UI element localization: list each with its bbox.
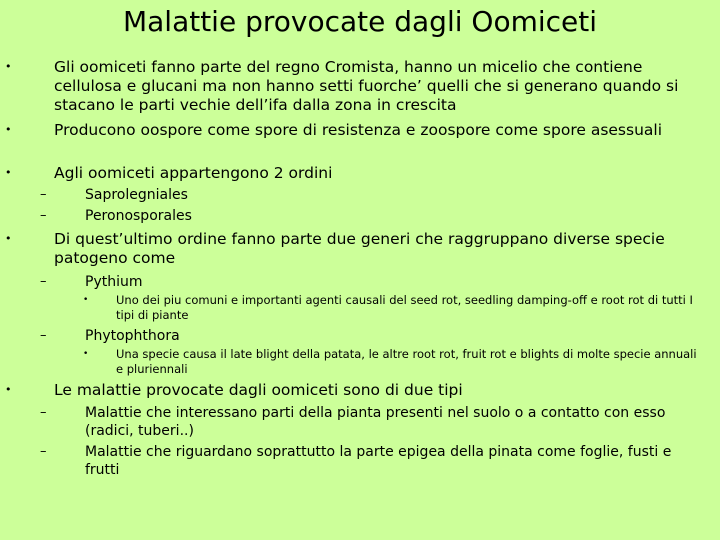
- dash-marker: –: [40, 187, 47, 202]
- sub-sub-bullet-text: Uno dei piu comuni e importanti agenti causali del seed rot, seedling damping-off e root rot di tutti I tipi di piante: [116, 293, 693, 322]
- bullet-text: Di quest’ultimo ordine fanno parte due generi che raggruppano diverse specie patogeno come: [54, 230, 665, 267]
- dash-marker: –: [40, 328, 47, 343]
- sub-sub-bullet-text: Una specie causa il late blight della patata, le altre root rot, fruit rot e blights di molte specie annuali e pluriennali: [116, 347, 697, 376]
- bullet-text: Le malattie provocate dagli oomiceti sono di due tipi: [54, 381, 463, 399]
- bullet-marker: •: [83, 349, 89, 359]
- dash-marker: –: [40, 405, 47, 420]
- dash-marker: –: [40, 208, 47, 223]
- bullet-text: Agli oomiceti appartengono 2 ordini: [54, 164, 333, 182]
- bullet-marker: •: [5, 232, 12, 245]
- sub-bullet-text: Peronosporales: [85, 208, 192, 224]
- sub-bullet-text: Malattie che interessano parti della pianta presenti nel suolo o a contatto con esso (radici, tuberi..): [85, 405, 666, 439]
- sub-bullet-text: Pythium: [85, 274, 143, 290]
- bullet-marker: •: [5, 60, 12, 73]
- sub-bullet-text: Saprolegniales: [85, 187, 188, 203]
- slide-title: Malattie provocate dagli Oomiceti: [122, 5, 598, 38]
- sub-bullet-text: Malattie che riguardano soprattutto la parte epigea della pinata come foglie, fusti e frutti: [85, 444, 672, 478]
- bullet-text: Producono oospore come spore di resistenza e zoospore come spore asessuali: [54, 121, 663, 139]
- dash-marker: –: [40, 274, 47, 289]
- bullet-marker: •: [83, 295, 89, 305]
- bullet-marker: •: [5, 166, 12, 179]
- sub-bullet-text: Phytophthora: [85, 328, 180, 344]
- bullet-marker: •: [5, 123, 12, 136]
- bullet-text: Gli oomiceti fanno parte del regno Cromista, hanno un micelio che contiene cellulosa e glucani ma non hanno setti fuorche’ quelli che si generano quando si stacano le parti vechie dell’ifa dalla zona in crescita: [54, 58, 679, 114]
- dash-marker: –: [40, 444, 47, 459]
- bullet-marker: •: [5, 383, 12, 396]
